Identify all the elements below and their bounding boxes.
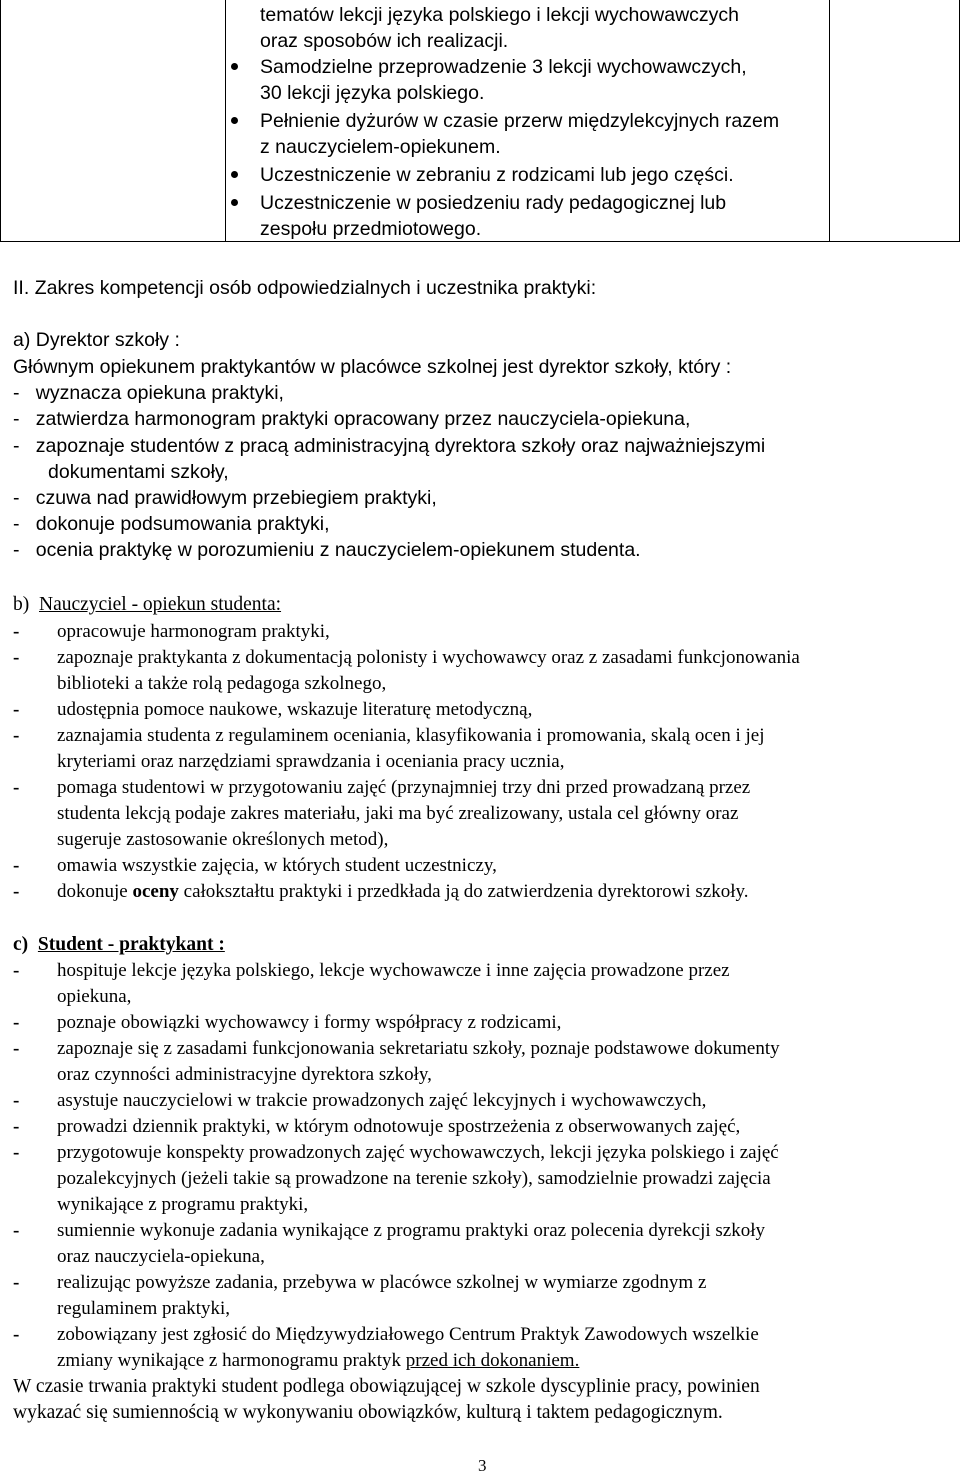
list-item: dokonuje oceny całokształtu praktyki i przedkłada ją do zatwierdzenia dyrektorowi szkoły.	[57, 881, 749, 902]
list-item: zapoznaje się z zasadami funkcjonowania sekretariatu szkoły, poznaje podstawowe dokumenty	[57, 1038, 780, 1059]
dash-marker: -	[13, 1090, 20, 1111]
part-c-label: c)	[13, 934, 29, 955]
list-item: zaznajamia studenta z regulaminem oceniania, klasyfikowania i promowania, skalą ocen i jej	[57, 725, 765, 746]
list-item-continuation: pozalekcyjnych (jeżeli takie są prowadzone na terenie szkoły), samodzielnie prowadzi zajęcia	[57, 1168, 771, 1189]
dash-marker: -	[13, 1272, 20, 1293]
list-item: opracowuje harmonogram praktyki,	[57, 621, 330, 642]
table-text-line: tematów lekcji języka polskiego i lekcji wychowawczych	[260, 4, 740, 26]
list-item: zobowiązany jest zgłosić do Międzywydziałowego Centrum Praktyk Zawodowych wszelkie	[57, 1324, 759, 1345]
table-bullet-item: Samodzielne przeprowadzenie 3 lekcji wychowawczych,	[260, 56, 747, 78]
dash-marker: -	[13, 1116, 20, 1137]
list-item-continuation: dokumentami szkoły,	[48, 461, 229, 483]
list-item: - zapoznaje studentów z pracą administracyjną dyrektora szkoły oraz najważniejszymi	[13, 435, 766, 457]
dash-marker: -	[13, 1142, 20, 1163]
list-item: asystuje nauczycielowi w trakcie prowadzonych zajęć lekcyjnych i wychowawczych,	[57, 1090, 707, 1111]
list-item: poznaje obowiązki wychowawcy i formy współpracy z rodzicami,	[57, 1012, 562, 1033]
dash-marker: -	[13, 621, 20, 642]
table-text-line: zespołu przedmiotowego.	[260, 218, 482, 240]
table-bullet-item: Uczestniczenie w posiedzeniu rady pedagogicznej lub	[260, 192, 727, 214]
bullet-icon	[231, 171, 238, 178]
table-text-line: oraz sposobów ich realizacji.	[260, 30, 509, 52]
closing-paragraph-line: wykazać się sumiennością w wykonywaniu obowiązków, kulturą i taktem pedagogicznym.	[13, 1402, 723, 1423]
table-column-left	[1, 0, 225, 241]
bullet-icon	[231, 117, 238, 124]
closing-paragraph-line: W czasie trwania praktyki student podlega obowiązującej w szkole dyscyplinie pracy, powinien	[13, 1376, 760, 1397]
underlined-text: przed ich dokonaniem.	[405, 1350, 580, 1371]
list-item: sumiennie wykonuje zadania wynikające z programu praktyki oraz polecenia dyrekcji szkoły	[57, 1220, 766, 1241]
list-item-continuation: kryteriami oraz narzędziami sprawdzania i oceniania pracy ucznia,	[57, 751, 565, 772]
list-item-continuation: zmiany wynikające z harmonogramu praktyk przed ich dokonaniem.	[57, 1350, 580, 1371]
dash-marker: -	[13, 881, 20, 902]
table-bullet-item: Pełnienie dyżurów w czasie przerw międzylekcyjnych razem	[260, 110, 780, 132]
dash-marker: -	[13, 1220, 20, 1241]
part-a-intro: Głównym opiekunem praktykantów w placówce szkolnej jest dyrektor szkoły, który :	[13, 356, 732, 378]
list-item-continuation: wynikające z programu praktyki,	[57, 1194, 309, 1215]
dash-marker: -	[13, 1324, 20, 1345]
list-item: hospituje lekcje języka polskiego, lekcje wychowawcze i inne zajęcia prowadzone przez	[57, 960, 730, 981]
table-text-line: z nauczycielem-opiekunem.	[260, 136, 501, 158]
section-number: II.	[13, 277, 30, 299]
list-item: realizując powyższe zadania, przebywa w placówce szkolnej w wymiarze zgodnym z	[57, 1272, 707, 1293]
dash-marker: -	[13, 1012, 20, 1033]
dash-marker: -	[13, 647, 20, 668]
part-c-heading	[13, 933, 225, 957]
dash-marker: -	[13, 960, 20, 981]
dash-marker: -	[13, 725, 20, 746]
list-item: zapoznaje praktykanta z dokumentacją polonisty i wychowawcy oraz z zasadami funkcjonowania	[57, 647, 800, 668]
list-item: omawia wszystkie zajęcia, w których student uczestniczy,	[57, 855, 497, 876]
dash-marker: -	[13, 699, 20, 720]
list-item-continuation: oraz nauczyciela-opiekuna,	[57, 1246, 265, 1267]
list-item-continuation: oraz czynności administracyjne dyrektora szkoły,	[57, 1064, 432, 1085]
list-item-continuation: sugeruje zastosowanie określonych metod),	[57, 829, 389, 850]
dash-marker: -	[13, 855, 20, 876]
dash-marker: -	[13, 1038, 20, 1059]
bullet-icon	[231, 63, 238, 70]
list-item-continuation: opiekuna,	[57, 986, 132, 1007]
list-item: przygotowuje konspekty prowadzonych zajęć wychowawczych, lekcji języka polskiego i zajęć	[57, 1142, 779, 1163]
part-b-heading	[13, 593, 281, 617]
list-item: - czuwa nad prawidłowym przebiegiem praktyki,	[13, 487, 437, 509]
list-item: - zatwierdza harmonogram praktyki opracowany przez nauczyciela-opiekuna,	[13, 408, 691, 430]
list-item: - dokonuje podsumowania praktyki,	[13, 513, 330, 535]
list-item-continuation: regulaminem praktyki,	[57, 1298, 231, 1319]
list-item: - ocenia praktykę w porozumieniu z nauczycielem-opiekunem studenta.	[13, 539, 641, 561]
page-number: 3	[478, 1456, 487, 1475]
list-item: pomaga studentowi w przygotowaniu zajęć (przynajmniej trzy dni przed prowadzaną przez	[57, 777, 751, 798]
dash-marker: -	[13, 777, 20, 798]
part-b-label: b)	[13, 594, 30, 615]
list-item: - wyznacza opiekuna praktyki,	[13, 382, 284, 404]
part-a-title: Dyrektor szkoły :	[35, 329, 180, 351]
list-item-continuation: biblioteki a także rolą pedagoga szkolnego,	[57, 673, 387, 694]
emphasis-text: oceny	[132, 881, 179, 902]
list-item: prowadzi dziennik praktyki, w którym odnotowuje spostrzeżenia z obserwowanych zajęć,	[57, 1116, 741, 1137]
table-bullet-item: Uczestniczenie w zebraniu z rodzicami lub jego części.	[260, 164, 734, 186]
list-item: udostępnia pomoce naukowe, wskazuje literaturę metodyczną,	[57, 699, 533, 720]
table-text-line: 30 lekcji języka polskiego.	[260, 82, 485, 104]
part-a-heading	[13, 328, 180, 352]
bullet-icon	[231, 199, 238, 206]
part-a-label: a)	[13, 329, 31, 351]
list-item-continuation: studenta lekcją podaje zakres materiału, jaki ma być zrealizowany, ustala cel główny oraz	[57, 803, 739, 824]
section-title: Zakres kompetencji osób odpowiedzialnych i uczestnika praktyki:	[34, 277, 597, 299]
part-b-title: Nauczyciel - opiekun studenta:	[39, 594, 282, 615]
section-heading	[13, 276, 596, 300]
part-c-title: Student - praktykant :	[37, 934, 225, 955]
